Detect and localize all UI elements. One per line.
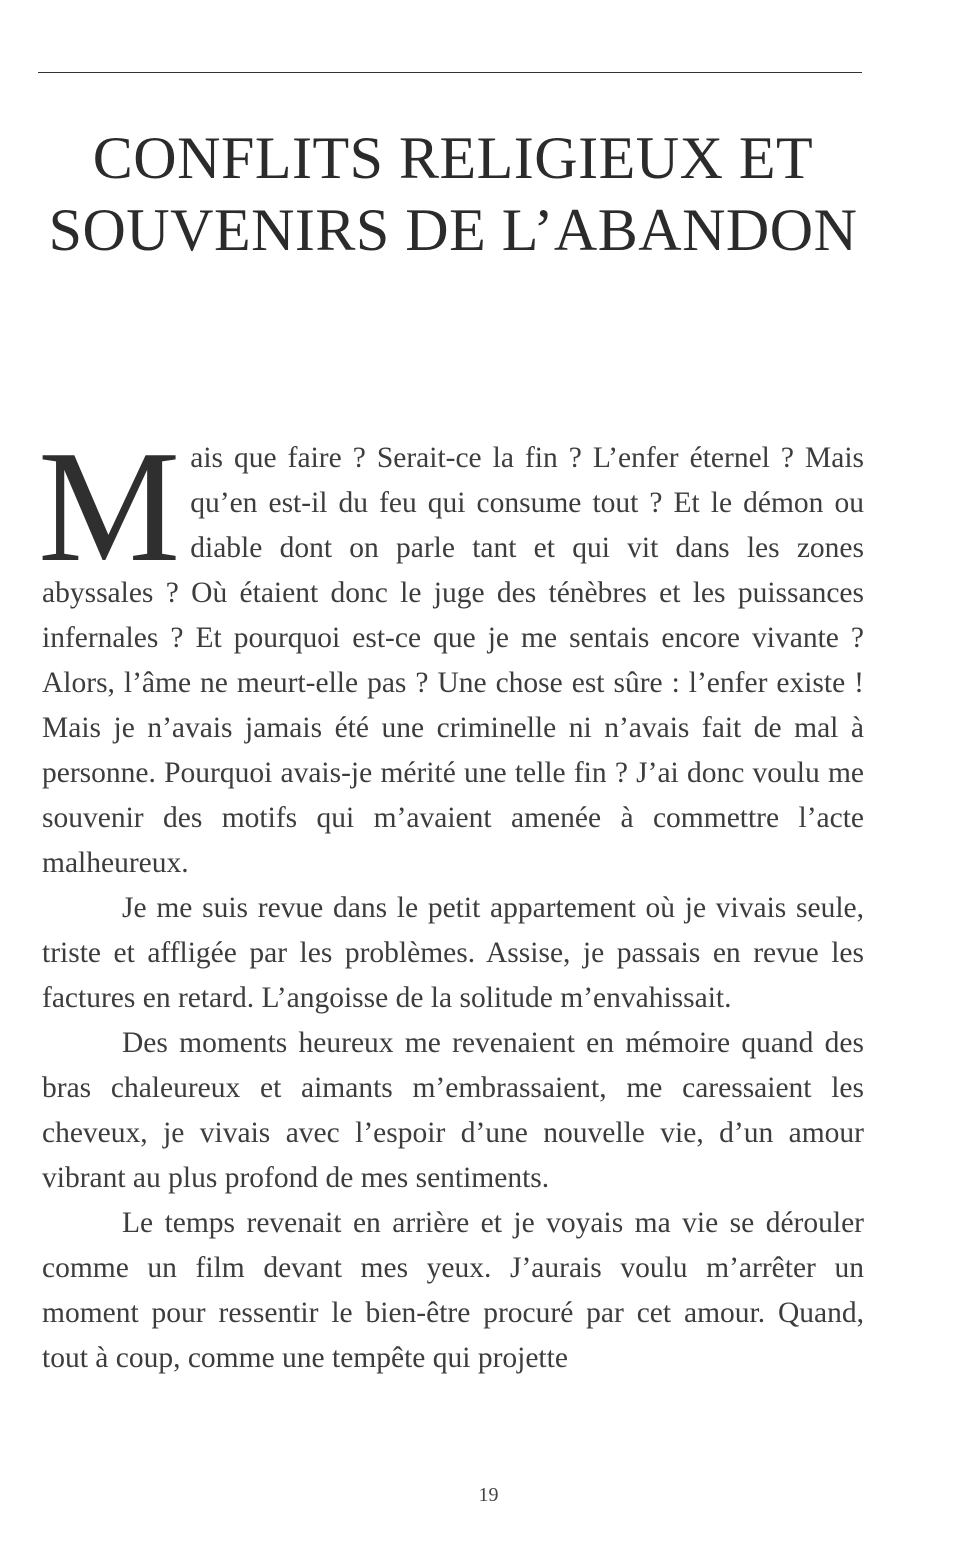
body-text: [38, 417, 864, 1381]
paragraph-1-text: ais que faire ? Serait-ce la fin ? L’enfer éternel ? Mais qu’en est-il du feu qui consume tout ? Et le démon ou diable dont on parle tant et qui vit dans les zones abyssales ? Où étaient donc le juge des ténèbres et les puissances infernales ? Et pourquoi est-ce que je me sentais encore vivante ? Alors, l’âme ne meurt-elle pas ? Une chose est sûre : l’enfer existe ! Mais je n’avais jamais été une criminelle ni n’avais fait de mal à personne. Pourquoi avais-je mérité une telle fin ? J’ai donc voulu me souvenir des motifs qui m’avaient amenée à commettre l’acte malheureux.: [42, 442, 864, 879]
paragraph-2: Je me suis revue dans le petit appartement où je vivais seule, triste et affligée par les problèmes. Assise, je passais en revue les factures en retard. L’angoisse de la solitude m’envahissait.: [42, 892, 864, 1014]
chapter-title-line-2: SOUVENIRS DE L’ABANDON: [48, 197, 858, 263]
drop-cap: M: [38, 417, 181, 595]
chapter-title: [38, 122, 868, 266]
chapter-title-line-1: CONFLITS RELIGIEUX ET: [92, 125, 814, 191]
paragraph-3: Des moments heureux me revenaient en mémoire quand des bras chaleureux et aimants m’embrassaient, me caressaient les cheveux, je vivais avec l’espoir d’une nouvelle vie, d’un amour vibrant au plus profond de mes sentiments.: [42, 1027, 864, 1194]
paragraph-4: Le temps revenait en arrière et je voyais ma vie se dérouler comme un film devant mes yeux. J’aurais voulu m’arrêter un moment pour ressentir le bien-être procuré par cet amour. Quand, tout à coup, comme une tempête qui projette: [42, 1207, 864, 1374]
page-number: 19: [478, 1484, 499, 1506]
top-rule: [38, 72, 862, 73]
paragraph-1: [38, 417, 864, 886]
